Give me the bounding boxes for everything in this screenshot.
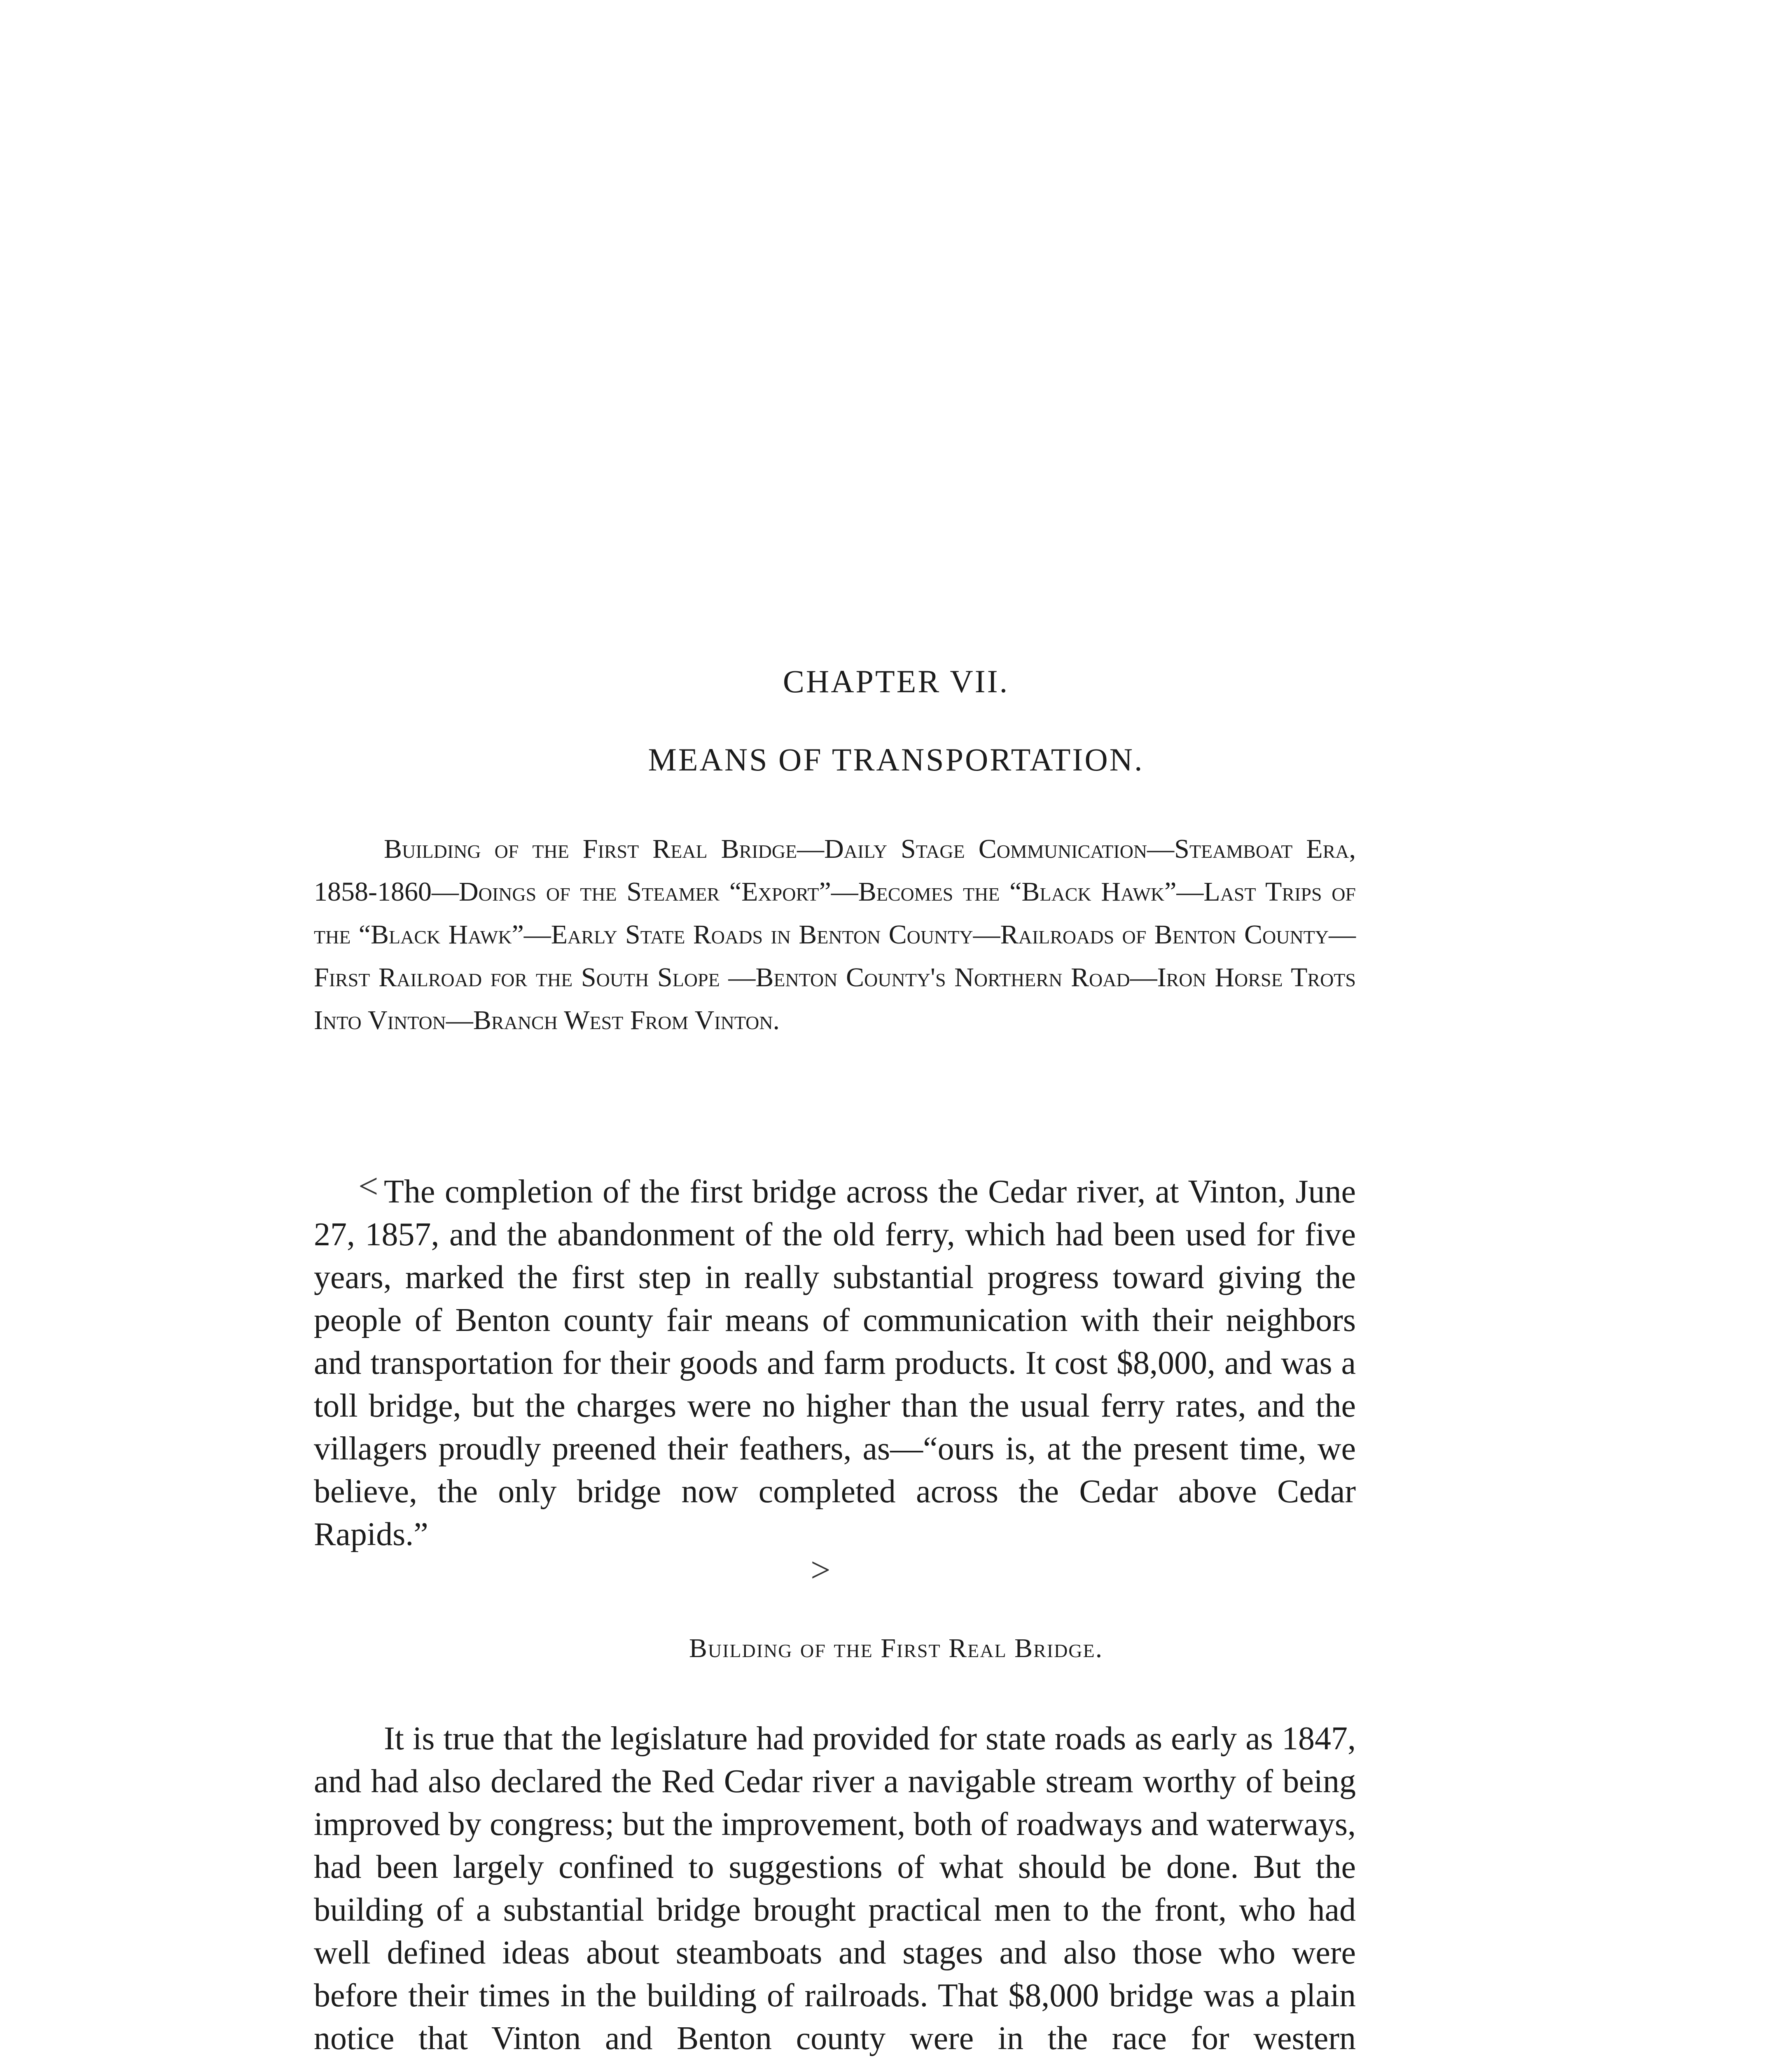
handwritten-open-mark: < — [358, 1166, 378, 1206]
paragraph-2: It is true that the legislature had provided for state roads as early as 1847, and had also declared the Red Cedar river a navigable stream worthy of being improved by congress; but the improvement, both of roadways and waterways, had been largely confined to suggestions of what should be done. But the building of a substantial bridge brought practical men to the front, who had well defined ideas about steamboats and stages and also those who were before their times in the building of railroads. That $8,000 bridge was a plain notice that Vinton and Benton county were in the race for western — [314, 1721, 1356, 2057]
section-heading: Building of the First Real Bridge. — [689, 1633, 1103, 1663]
handwritten-close-mark: > — [811, 1550, 831, 1590]
paragraph-1: The completion of the first bridge across the Cedar river, at Vinton, June 27, 1857, and the abandonment of the old ferry, which had been used for five years, marked the first step in really substantial progress toward giving the people of Benton county fair means of communication with their neighbors and transportation for their goods and farm products. It cost $8,000, and was a toll bridge, but the charges were no higher than the usual ferry rates, and the villagers proudly preened their feathers, as—“ours is, at the present time, we believe, the only bridge now completed across the Cedar above Cedar Rapids.” — [314, 1174, 1356, 1552]
chapter-title: CHAPTER VII. — [783, 663, 1009, 699]
chapter-subtitle: MEANS OF TRANSPORTATION. — [648, 742, 1144, 777]
chapter-synopsis: Building of the First Real Bridge—Daily Stage Communication—Steamboat Era, 1858-1860—Doings of the Steamer “Export”—Becomes the “Black Hawk”—Last Trips of the “Black Hawk”—Early State Roads in Benton County—Railroads of Benton County—First Railroad for the South Slope —Benton County's Northern Road—Iron Horse Trots Into Vinton—Branch West From Vinton. — [314, 834, 1356, 1035]
